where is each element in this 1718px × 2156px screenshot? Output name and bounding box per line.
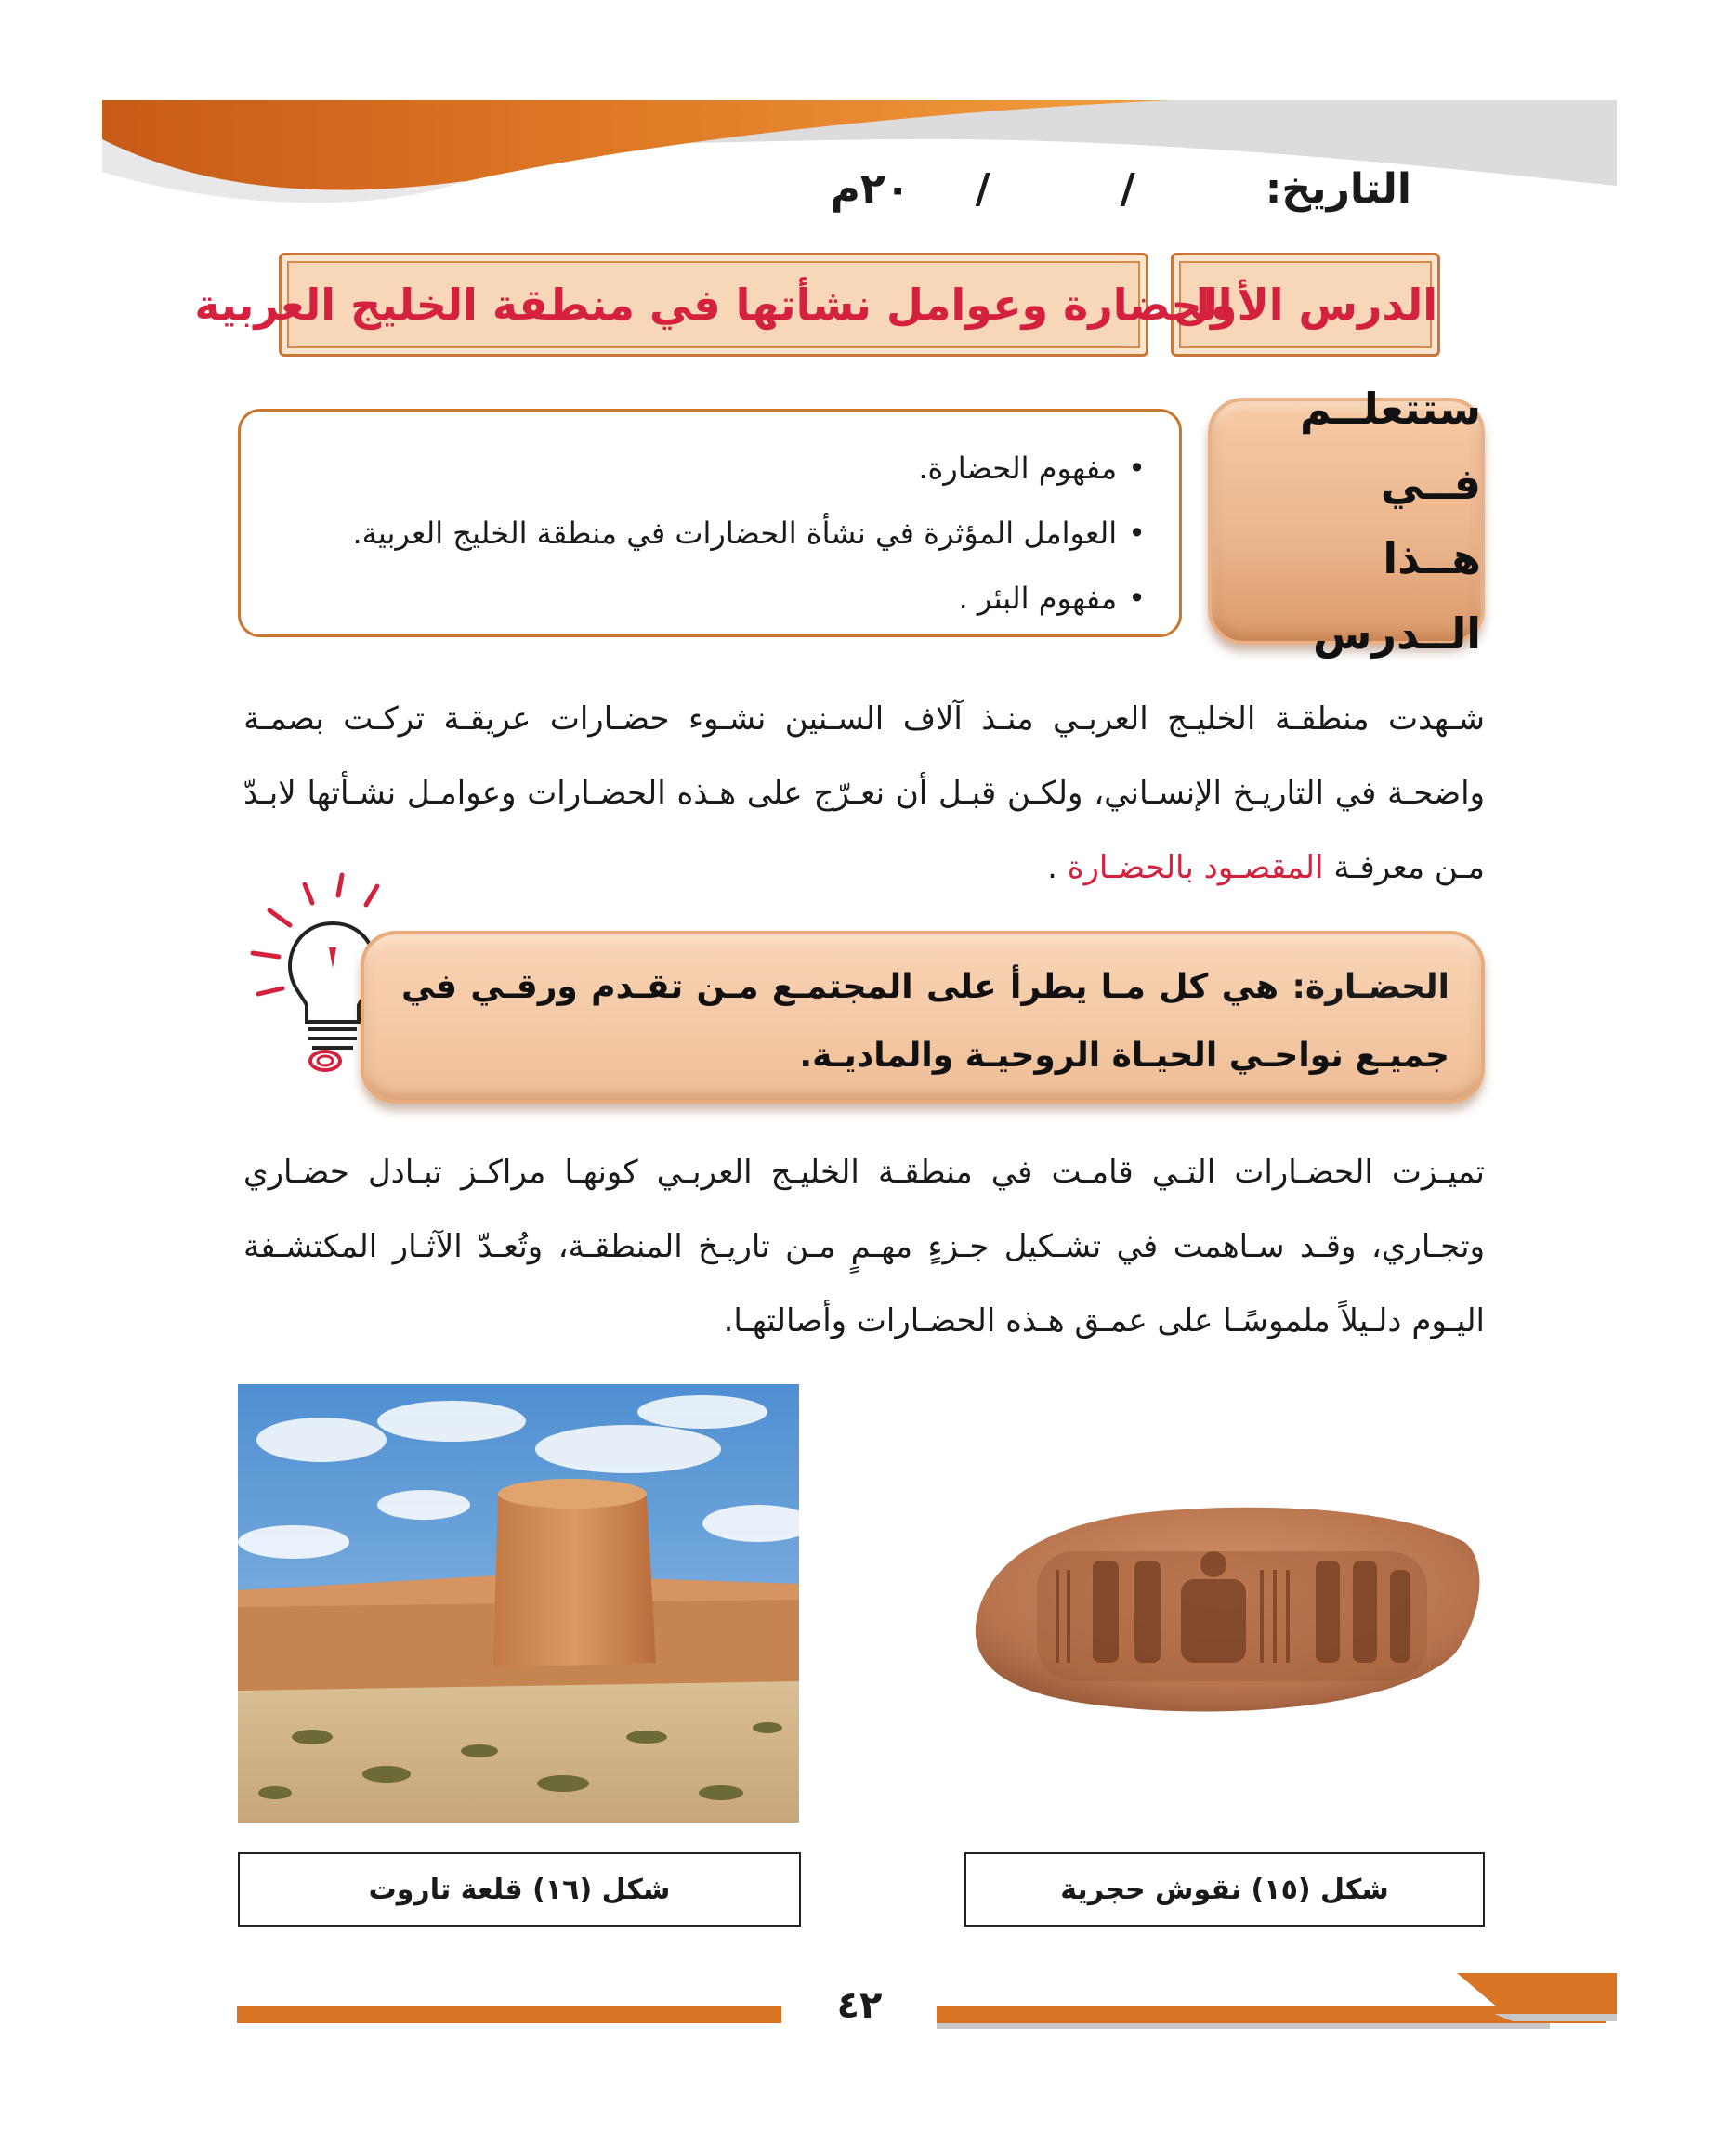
footer-bar-left: [237, 2006, 781, 2023]
definition-text: هي كل مـا يطرأ على المجتمـع مـن تقـدم ورقـي في جميـع نواحـي الحيـاة الروحيـة والماديـة.: [401, 968, 1449, 1075]
date-slash: /: [1120, 165, 1135, 213]
definition-term: الحضـارة:: [1292, 968, 1449, 1006]
objective-item: • مفهوم البئر .: [241, 566, 1146, 631]
objectives-badge-line: هــذا الــدرس: [1312, 533, 1481, 659]
figure-16-caption: [238, 1852, 801, 1927]
objectives-badge-line: ستتعلــم فــي: [1299, 384, 1481, 509]
lesson-title: الحضارة وعوامل نشأتها في منطقة الخليج العربية: [194, 280, 1233, 330]
intro-paragraph: [243, 682, 1485, 905]
objective-item: • العوامل المؤثرة في نشأة الحضارات في منطقة الخليج العربية.: [241, 501, 1146, 566]
objectives-box: [238, 409, 1182, 637]
objectives-list: [241, 412, 1179, 631]
lesson-number: الدرس الأول: [1173, 280, 1438, 330]
gulf-civilizations-paragraph: تميـزت الحضـارات التـي قامـت في منطقـة الخليـج العربـي كونهـا مراكـز تبـادل حضـاري وتجـاري، وقـد سـاهمت في تشـكيل جـزءٍ مهـمٍ مـن تاريـخ المنطقـة، وتُعـدّ الآثـار المكتشـفة اليـوم دلـيلاً ملموسًـا على عمـق هـذه الحضـارات وأصالتهـا.: [243, 1154, 1485, 1339]
footer-tab-decoration: [1457, 1973, 1617, 2029]
date-line: [831, 165, 1411, 213]
figure-16-caption-text: شكل (١٦) قلعة تاروت: [368, 1873, 671, 1906]
intro-text: شـهدت منطقـة الخليـج العربـي منـذ آلاف السـنين نشـوء حضـارات عريقـة تركـت بصمـة واضحـة في التاريـخ الإنسـاني، ولكـن قبـل أن نعـرّج على هـذه الحضـارات وعوامـل نشـأتها لابـدّ مـن معرفـة: [243, 700, 1485, 886]
date-label: التاريخ:: [1265, 165, 1411, 213]
intro-end: .: [1047, 849, 1068, 886]
lesson-title-plaque: [194, 253, 1233, 357]
definition-box: [361, 931, 1485, 1104]
tarout-castle-photo: [238, 1384, 799, 1823]
date-slash: /: [975, 165, 990, 213]
date-year: ٢٠م: [830, 165, 911, 213]
intro-highlight: المقصـود بالحضـارة: [1067, 849, 1324, 886]
figure-15-caption-text: شكل (١٥) نقوش حجرية: [1060, 1873, 1389, 1906]
stone-inscription-photo: [963, 1486, 1488, 1730]
objective-item: • مفهوم الحضارة.: [241, 436, 1146, 501]
page-number: ٤٢: [836, 1984, 883, 2027]
figure-15-caption: [964, 1852, 1485, 1927]
objectives-badge: [1208, 384, 1485, 659]
